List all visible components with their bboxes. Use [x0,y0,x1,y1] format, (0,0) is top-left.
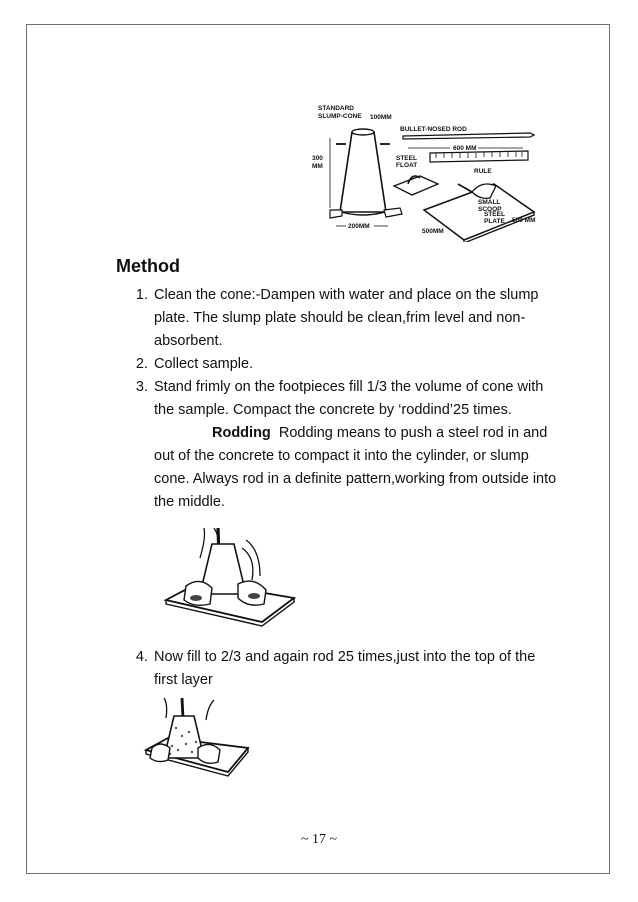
step-number: 1. [135,287,148,303]
label-top-dia: 100MM [370,114,392,121]
label-standard-slump-cone: STANDARD [318,105,354,112]
step-2 [118,353,558,376]
step-3 [118,376,558,514]
label-rule: RULE [474,168,492,175]
label-bullet-nosed-rod: BULLET-NOSED ROD [400,126,467,133]
step-1 [118,284,558,353]
method-steps-list-b [118,646,558,692]
slump-cone-apparatus-figure [308,100,540,242]
label-plate-size-front: 500MM [422,228,444,235]
step-4 [118,646,558,692]
step-text-after: Rodding means to push a steel rod in and out of the concrete to compact it into the cylinder, or slump cone. Always rod in a definite pattern,working from outside into the middle. [154,425,557,510]
rodding-second-layer-drawing [142,698,254,782]
step-number: 4. [135,649,148,665]
right-foot-shape [198,744,220,763]
label-rod-length: 600 MM [453,145,477,152]
label-height: 300 [312,155,323,162]
left-foot-shape [150,744,170,762]
slump-cone-apparatus-drawing [308,100,540,242]
label-steel-float: STEEL [396,155,417,162]
label-small-scoop: SMALL [478,199,501,206]
label-steel-plate: STEEL [484,211,505,218]
label-steel-float-2: FLOAT [396,162,418,169]
rodding-term: Rodding [212,425,271,441]
rodding-first-layer-figure [160,528,300,628]
label-standard-slump-cone-2: SLUMP-CONE [318,113,362,120]
page-number: ~ 17 ~ [300,832,338,847]
step-number: 3. [135,379,148,395]
rodding-first-layer-drawing [160,528,300,628]
rodding-second-layer-figure [142,698,254,782]
label-small-scoop-2: SCOOP [478,206,502,213]
label-plate-size-right: 500 MM [512,217,536,224]
steel-float-shape [394,176,438,195]
step-text: Clean the cone:-Dampen with water and place on the slump plate. The slump plate should be clean,frim level and non-absorbent. [154,287,539,349]
right-foot-shape [238,581,266,605]
left-foot-shape [184,581,212,605]
label-base-dia: 200MM [348,223,370,230]
cone-shape [340,132,386,212]
step-text: Now fill to 2/3 and again rod 25 times,just into the top of the first layer [154,649,536,688]
method-heading: Method [116,256,180,276]
method-steps-list-a [118,284,558,514]
ruler-shape [430,151,528,162]
step-text-before: Stand frimly on the footpieces fill 1/3 the volume of cone with the sample. Compact the concrete by ‘roddind’25 times. [154,379,544,418]
label-height-unit: MM [312,163,323,170]
step-number: 2. [135,356,148,372]
label-steel-plate-2: PLATE [484,218,505,225]
rod-shape [403,133,534,139]
step-text: Collect sample. [154,356,254,372]
